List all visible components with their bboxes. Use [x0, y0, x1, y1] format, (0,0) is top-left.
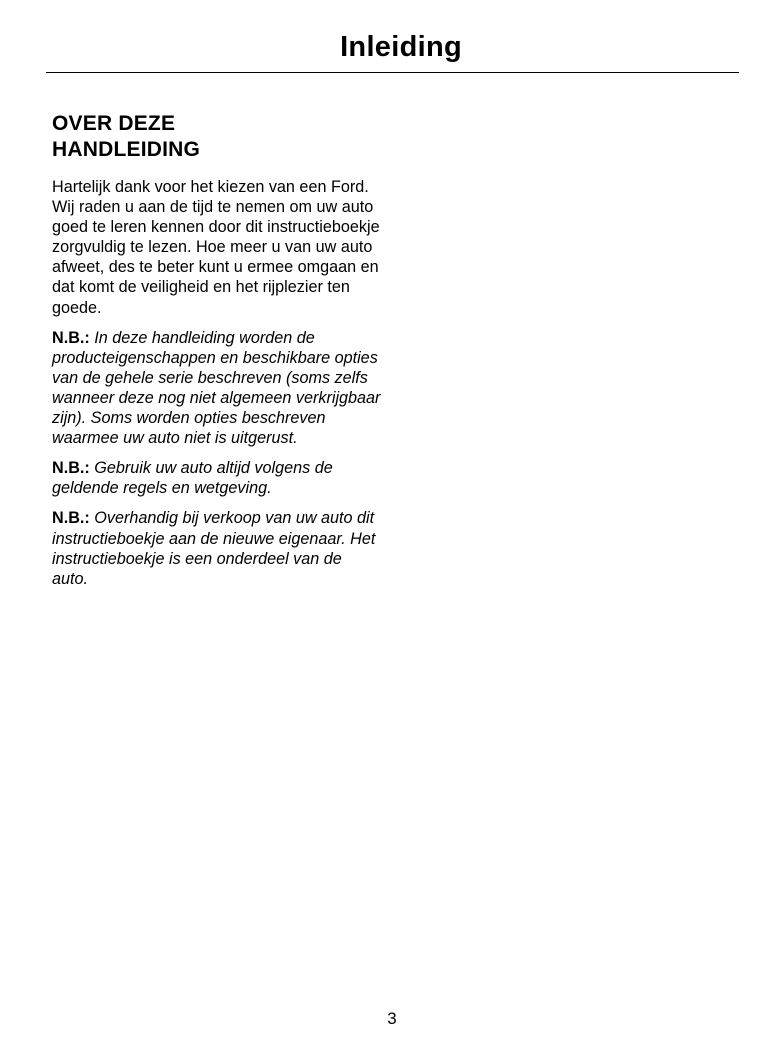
note-paragraph [52, 458, 382, 498]
note-paragraph [52, 508, 382, 588]
note-label: N.B.: [52, 328, 90, 347]
page-header-title: Inleiding [340, 31, 462, 63]
note-text: Gebruik uw auto altijd volgens de geldende regels en wetgeving. [52, 459, 333, 498]
note-text: Overhandig bij verkoop van uw auto dit instructieboekje aan de nieuwe eigenaar. Het instructieboekje is een onderdeel van de auto. [52, 509, 376, 588]
section-heading [52, 111, 382, 163]
header-divider [46, 72, 739, 73]
section-heading-line-2: HANDLEIDING [52, 138, 201, 161]
note-paragraph [52, 328, 382, 449]
about-manual-section [52, 111, 382, 599]
intro-paragraph: Hartelijk dank voor het kiezen van een Ford. Wij raden u aan de tijd te nemen om uw auto goed te leren kennen door dit instructieboekje zorgvuldig te lezen. Hoe meer u van uw auto afweet, des te beter kunt u ermee omgaan en dat komt de veiligheid en het rijplezier ten goede. [52, 178, 380, 317]
page-number: 3 [387, 1009, 397, 1028]
note-label: N.B.: [52, 459, 90, 478]
note-text: In deze handleiding worden de producteigenschappen en beschikbare opties van de gehele serie beschreven (soms zelfs wanneer deze nog niet algemeen verkrijgbaar zijn). Soms worden opties beschreven waarmee uw auto niet is uitgerust. [52, 328, 381, 448]
section-heading-line-1: OVER DEZE [52, 112, 176, 135]
note-label: N.B.: [52, 509, 90, 528]
